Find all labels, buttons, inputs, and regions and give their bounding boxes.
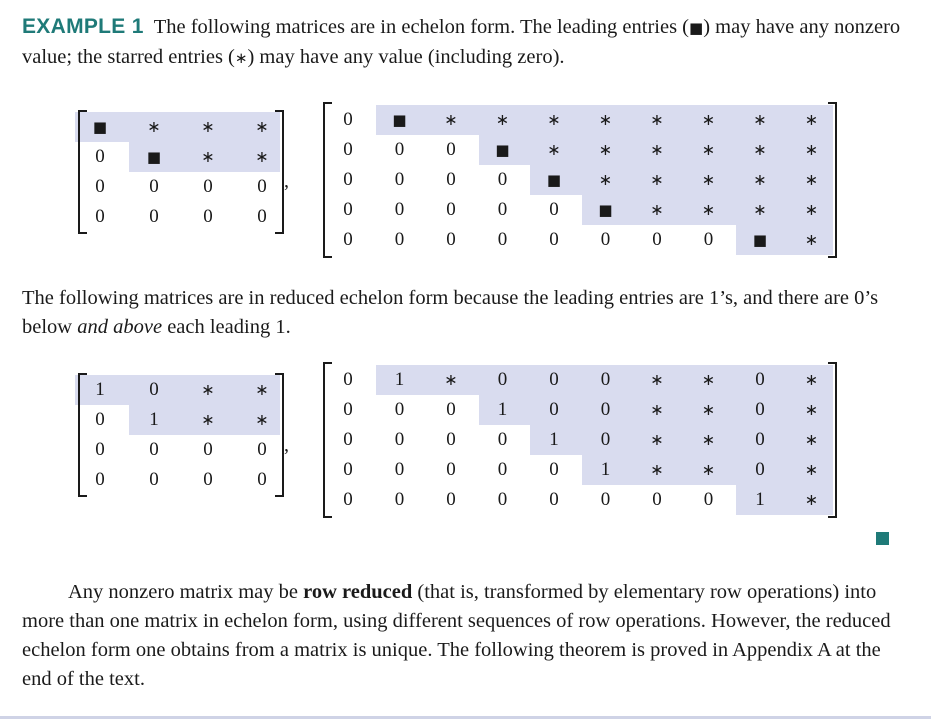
matrix-entry: 0 — [600, 429, 611, 450]
matrix-entry: 0 — [446, 229, 456, 250]
matrix-entry: 0 — [497, 229, 508, 250]
example-intro — [22, 12, 912, 73]
starred-entry: ∗ — [804, 370, 819, 389]
leading-entry: ■ — [546, 171, 562, 189]
starred-entry: ∗ — [804, 140, 819, 159]
starred-entry: ∗ — [701, 400, 716, 419]
matrix-entry: 0 — [394, 169, 405, 190]
starred-entry: ∗ — [650, 110, 664, 129]
starred-entry: ∗ — [701, 460, 716, 479]
paragraph-text-1: Any nonzero matrix may be — [68, 581, 304, 603]
matrix-entry: 0 — [95, 409, 105, 430]
matrix-entry: 0 — [203, 206, 213, 227]
matrix-entry: 0 — [95, 469, 105, 490]
matrix-entry: 0 — [343, 109, 353, 130]
matrix-entry: 1 — [600, 459, 611, 480]
matrix-entry: 0 — [497, 369, 508, 390]
matrix-entry: 0 — [343, 229, 353, 250]
matrix-entry: 0 — [755, 399, 765, 420]
matrix-entry: 0 — [343, 139, 353, 160]
starred-entry: ∗ — [650, 370, 664, 389]
starred-entry: ∗ — [804, 460, 819, 479]
starred-entry: ∗ — [547, 140, 561, 159]
matrix-entry: 0 — [95, 146, 105, 167]
starred-entry: ∗ — [804, 110, 819, 129]
matrix-entry: 0 — [549, 489, 559, 510]
matrix-bracket-right — [275, 110, 284, 234]
matrix-entry: 1 — [149, 409, 159, 430]
matrix-entry: 0 — [394, 139, 405, 160]
starred-entry: ∗ — [598, 170, 613, 189]
matrix-entry: 0 — [149, 176, 159, 197]
pivot-shade — [530, 425, 832, 455]
echelon-matrix-small — [78, 110, 284, 234]
reduced-text-1: The following matrices are in reduced echelon form because the leading entries are 1’s, and there are 0’s below — [22, 287, 879, 338]
starred-entry: ∗ — [753, 200, 767, 219]
matrix-entry: 1 — [95, 379, 105, 400]
matrix-entry: 1 — [549, 429, 559, 450]
starred-entry: ∗ — [547, 110, 561, 129]
paragraph-text-2: (that is, transformed by elementary row operations) into more than one matrix in echelon form, using different sequences of row operations. However, the reduced echelon form one obtains from a matrix is unique. The following theorem is proved in Appendix A at the end of the text. — [22, 581, 891, 690]
starred-entry: ∗ — [701, 110, 716, 129]
matrix-entry: 0 — [446, 399, 456, 420]
matrix-entry: 0 — [95, 206, 105, 227]
matrix-entry: 0 — [343, 369, 353, 390]
matrix-entry: 0 — [549, 399, 559, 420]
starred-entry: ∗ — [147, 117, 161, 136]
starred-entry: ∗ — [804, 490, 819, 509]
row-reduced-term: row reduced — [303, 581, 413, 603]
starred-entry: ∗ — [701, 200, 716, 219]
matrix-entry: 0 — [394, 229, 405, 250]
starred-entry: ∗ — [650, 430, 664, 449]
matrix-entry: 0 — [703, 489, 714, 510]
starred-entry: ∗ — [650, 200, 664, 219]
starred-entry: ∗ — [753, 140, 767, 159]
matrix-bracket-left — [78, 373, 87, 497]
matrix-entry: 0 — [203, 469, 213, 490]
matrix-entry: 0 — [446, 169, 456, 190]
leading-entry: ■ — [392, 111, 407, 129]
matrix-entry: 0 — [343, 199, 353, 220]
matrix-entry: 0 — [394, 199, 405, 220]
reduced-matrix-small — [78, 373, 284, 497]
matrix-entry: 0 — [549, 369, 559, 390]
row-reduction-paragraph — [22, 578, 912, 694]
matrix-entry: 0 — [497, 429, 508, 450]
matrix-entry: 0 — [394, 399, 405, 420]
matrix-entry: 0 — [497, 489, 508, 510]
starred-entry: ∗ — [701, 140, 716, 159]
matrix-entry: 0 — [755, 459, 765, 480]
matrix-entry: 0 — [149, 469, 159, 490]
starred-entry: ∗ — [255, 410, 269, 429]
starred-entry: ∗ — [255, 147, 269, 166]
leading-entry: ■ — [598, 201, 613, 219]
matrix-entry: 0 — [343, 169, 353, 190]
starred-entry: ∗ — [650, 140, 664, 159]
reduced-italic: and above — [77, 316, 163, 338]
starred-entry: ∗ — [701, 170, 716, 189]
matrix-entry: 0 — [446, 199, 456, 220]
bottom-rule — [0, 716, 931, 719]
matrix-entry: 0 — [257, 469, 267, 490]
matrix-entry: 0 — [149, 379, 159, 400]
starred-entry: ∗ — [804, 430, 819, 449]
matrix-entry: 0 — [149, 439, 159, 460]
intro-text-3: ) may have any value (including zero). — [247, 46, 565, 68]
pivot-shade — [530, 165, 832, 195]
matrix-entry: 0 — [95, 176, 105, 197]
matrix-entry: 0 — [549, 229, 559, 250]
matrix-entry: 0 — [446, 489, 456, 510]
matrix-entry: 0 — [446, 459, 456, 480]
matrix-entry: 0 — [149, 206, 159, 227]
starred-entry: ∗ — [201, 147, 215, 166]
matrix-entry: 0 — [343, 399, 353, 420]
matrix-entry: 0 — [652, 229, 662, 250]
starred-entry: ∗ — [201, 117, 215, 136]
star-symbol: ∗ — [234, 49, 248, 67]
starred-entry: ∗ — [804, 230, 819, 249]
starred-entry: ∗ — [650, 170, 664, 189]
intro-text-1: The following matrices are in echelon form. The leading entries ( — [153, 16, 690, 38]
matrix-bracket-left — [78, 110, 87, 234]
starred-entry: ∗ — [650, 460, 664, 479]
starred-entry: ∗ — [701, 430, 716, 449]
intro-text-2: ) may have any nonzero value; the starred entries ( — [22, 16, 901, 68]
reduced-matrix-large — [323, 362, 837, 518]
matrix-entry: 0 — [257, 176, 267, 197]
matrix-entry: 0 — [95, 439, 105, 460]
matrix-bracket-right — [828, 362, 837, 518]
matrix-entry: 1 — [394, 369, 405, 390]
starred-entry: ∗ — [201, 410, 215, 429]
matrix-entry: 0 — [257, 206, 267, 227]
matrix-entry: 0 — [755, 429, 765, 450]
leading-entry-symbol: ■ — [689, 19, 704, 37]
matrix-entry: 0 — [497, 169, 508, 190]
matrix-entry: 0 — [549, 199, 559, 220]
matrix-entry: 0 — [394, 429, 405, 450]
example-label: EXAMPLE 1 — [22, 15, 144, 38]
matrix-entry: 1 — [497, 399, 508, 420]
starred-entry: ∗ — [255, 380, 269, 399]
matrix-entry: 0 — [343, 489, 353, 510]
matrix-entry: 1 — [755, 489, 765, 510]
matrix-entry: 0 — [394, 489, 405, 510]
end-of-example-square — [876, 532, 889, 545]
matrix-entry: 0 — [600, 489, 611, 510]
starred-entry: ∗ — [598, 110, 613, 129]
matrix-bracket-left — [323, 102, 332, 258]
matrix-entry: 0 — [703, 229, 714, 250]
matrix-separator-comma: , — [284, 434, 289, 456]
starred-entry: ∗ — [753, 170, 767, 189]
matrix-entry: 0 — [600, 399, 611, 420]
matrix-bracket-right — [275, 373, 284, 497]
matrix-bracket-left — [323, 362, 332, 518]
starred-entry: ∗ — [444, 370, 458, 389]
matrix-separator-comma: , — [284, 170, 289, 192]
matrix-entry: 0 — [600, 369, 611, 390]
matrix-entry: 0 — [343, 429, 353, 450]
starred-entry: ∗ — [495, 110, 510, 129]
matrix-entry: 0 — [600, 229, 611, 250]
reduced-echelon-text — [22, 284, 912, 342]
starred-entry: ∗ — [753, 110, 767, 129]
matrix-entry: 0 — [203, 176, 213, 197]
matrix-entry: 0 — [755, 369, 765, 390]
leading-entry: ■ — [146, 148, 162, 166]
reduced-text-2: each leading 1. — [162, 316, 291, 338]
starred-entry: ∗ — [804, 200, 819, 219]
starred-entry: ∗ — [650, 400, 664, 419]
starred-entry: ∗ — [201, 380, 215, 399]
matrix-entry: 0 — [549, 459, 559, 480]
starred-entry: ∗ — [444, 110, 458, 129]
matrix-entry: 0 — [203, 439, 213, 460]
leading-entry: ■ — [752, 231, 768, 249]
matrix-entry: 0 — [652, 489, 662, 510]
starred-entry: ∗ — [804, 170, 819, 189]
matrix-entry: 0 — [343, 459, 353, 480]
leading-entry: ■ — [92, 118, 108, 136]
starred-entry: ∗ — [598, 140, 613, 159]
echelon-matrix-large — [323, 102, 837, 258]
matrix-entry: 0 — [497, 199, 508, 220]
matrix-entry: 0 — [394, 459, 405, 480]
matrix-entry: 0 — [257, 439, 267, 460]
matrix-entry: 0 — [446, 139, 456, 160]
matrix-bracket-right — [828, 102, 837, 258]
matrix-entry: 0 — [446, 429, 456, 450]
leading-entry: ■ — [495, 141, 510, 159]
starred-entry: ∗ — [255, 117, 269, 136]
starred-entry: ∗ — [804, 400, 819, 419]
matrix-entry: 0 — [497, 459, 508, 480]
starred-entry: ∗ — [701, 370, 716, 389]
